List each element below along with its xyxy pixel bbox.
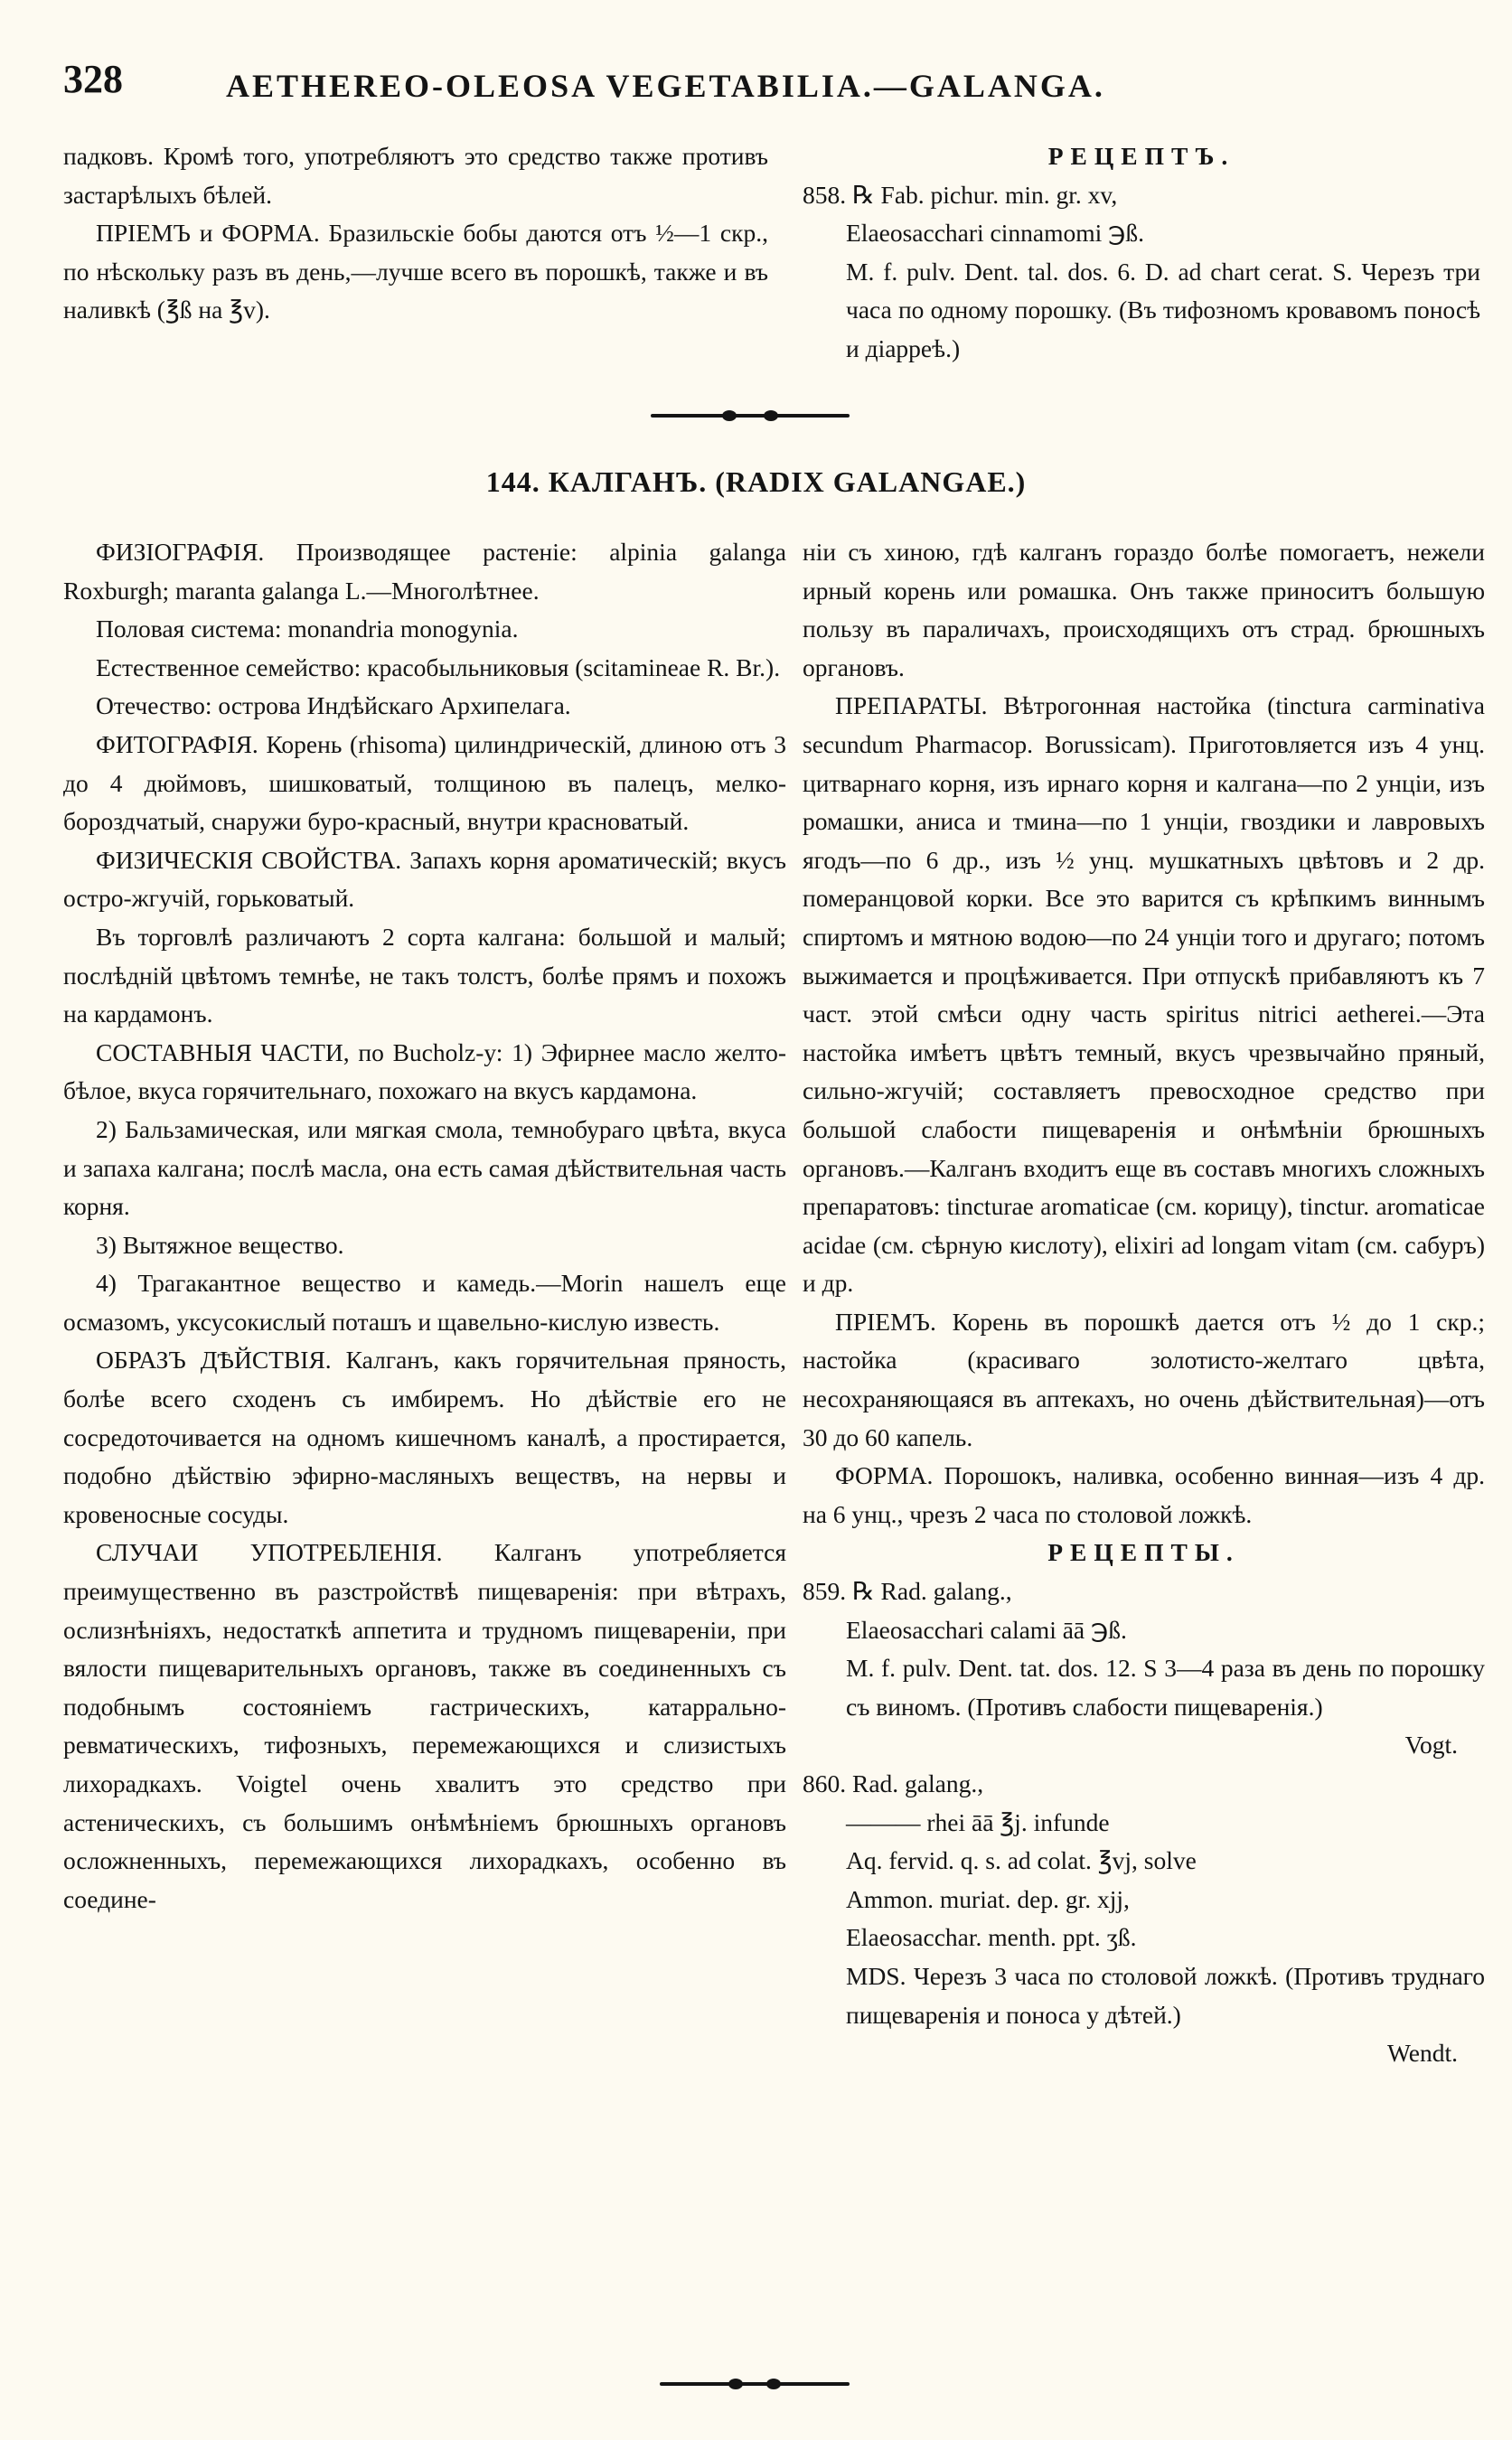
paragraph-physical-properties: ФИЗИЧЕСКІЯ СВОЙСТВА. Запахъ корня ароматическій; вкусъ остро-жгучій, горьковатый.	[63, 845, 786, 913]
recipe-line: 859. ℞ Rad. galang.,	[803, 1577, 1012, 1606]
recipe-line: M. f. pulv. Dent. tal. dos. 6. D. ad chart cerat. S. Черезъ три часа по одному порошку. (Въ тифозномъ кровавомъ поносѣ и діарреѣ.)	[846, 257, 1480, 362]
paragraph-sexual-system: Половая система: monandria monogynia.	[96, 615, 519, 643]
paragraph-components: СОСТАВНЫЯ ЧАСТИ, по Bucholz-у: 1) Эфирнее масло желто-бѣлое, вкуса горячительнаго, похожаго на вкусъ кардамона.	[63, 1037, 786, 1105]
recipes-heading: РЕЦЕПТЫ.	[1047, 1538, 1240, 1567]
recipes-block	[803, 1534, 1485, 2072]
paragraph-preparations: ПРЕПАРАТЫ. Вѣтрогонная настойка (tinctura carminativa secundum Pharmacop. Borussicam). Приготовляется изъ 4 унц. цитварнаго корня, изъ ирнаго корня и калгана—по 2 унціи, изъ ромашки, аниса и тмина—по 1 унціи, гвоздики и лавровыхъ ягодъ—по 6 др., изъ ½ унц. мушкатныхъ цвѣтовъ и 2 др. померанцовой корки. Все это варится съ крѣпкимъ виннымъ спиртомъ и мятною водою—по 24 унціи того и другаго; потомъ выжимается и процѣживается. При отпускѣ прибавляютъ къ 7 част. этой смѣси одну часть spiritus nitrici aetherei.—Эта настойка имѣетъ цвѣтъ темный, вкусъ чрезвычайно пряный, сильно-жгучій; составляетъ превосходное средство при большой слабости пищеваренія и онѣмѣніи брюшныхъ органовъ.—Калганъ входитъ еще въ составъ многихъ сложныхъ препаратовъ: tincturae aromaticae (см. корицу), tinctur. aromaticae acidae (см. сѣрную кислоту), elixiri ad longam vitam (см. сабуръ) и др.	[803, 691, 1485, 1298]
paragraph-form: ФОРМА. Порошокъ, наливка, особенно винная—изъ 4 др. на 6 унц., чрезъ 2 часа по столовой ложкѣ.	[803, 1461, 1485, 1528]
paragraph-component-4: 4) Трагакантное вещество и камедь.—Morin нашелъ еще осмазомъ, уксусокислый поташъ и щавельно-кислую известь.	[63, 1269, 786, 1336]
running-head: AETHEREO-OLEOSA VEGETABILIA.—GALANGA.	[226, 68, 1105, 104]
recipe-author: Vogt.	[1404, 1731, 1458, 1760]
paragraph: ПРІЕМЪ и ФОРМА. Бразильскіе бобы даются отъ ½—1 скр., по нѣскольку разъ въ день,—лучше всего въ порошкѣ, также и въ наливкѣ (℥ß на ℥v).	[63, 219, 768, 324]
recipe-line: Elaeosacchari cinnamomi ℈ß.	[846, 219, 1144, 248]
paragraph-natural-family: Естественное семейство: красобыльниковыя (scitamineae R. Br.).	[96, 652, 781, 681]
page-header	[63, 56, 1458, 110]
recipe-858	[803, 137, 1480, 369]
recipe-line: Aq. fervid. q. s. ad colat. ℥vj, solve	[846, 1846, 1197, 1875]
paragraph-trade-sorts: Въ торговлѣ различаютъ 2 сорта калгана: большой и малый; послѣдній цвѣтомъ темнѣе, не такъ толстъ, болѣе прямъ и похожъ на кардамонъ.	[63, 922, 786, 1028]
recipe-heading: РЕЦЕПТЪ.	[1047, 142, 1235, 170]
page-number: 328	[63, 57, 123, 101]
top-left-column	[63, 137, 768, 330]
section-title: 144. КАЛГАНЪ. (RADIX GALANGAE.)	[485, 465, 1027, 498]
paragraph-component-3: 3) Вытяжное вещество.	[96, 1230, 344, 1259]
recipe-line: ——— rhei āā ℥j. infunde	[846, 1807, 1110, 1836]
paragraph-mode-of-action: ОБРАЗЪ ДѢЙСТВІЯ. Калганъ, какъ горячительная пряность, болѣе всего сходенъ съ имбиремъ. Но дѣйствіе его не сосредоточивается на одномъ кишечномъ каналѣ, а простирается, подобно дѣйствію эфирно-масляныхъ веществъ, на нервы и кровеносные сосуды.	[63, 1346, 786, 1528]
recipe-line: Elaeosacchari calami āā ℈ß.	[846, 1615, 1127, 1644]
paragraph-phytography: ФИТОГРАФІЯ. Корень (rhisoma) цилиндрическій, длиною отъ 3 до 4 дюймовъ, шишковатый, толщиною въ палецъ, мелко-бороздчатый, снаружи буро-красный, внутри красноватый.	[63, 729, 786, 836]
right-column	[803, 533, 1485, 2073]
recipe-line: Ammon. muriat. dep. gr. xjj,	[846, 1884, 1130, 1913]
paragraph-component-2: 2) Бальзамическая, или мягкая смола, темнобураго цвѣта, вкуса и запаха калгана; послѣ масла, она есть самая дѣйствительная часть корня.	[63, 1114, 786, 1221]
paragraph-homeland: Отечество: острова Индѣйскаго Архипелага.	[96, 691, 571, 720]
paragraph-continuation: ніи съ хиною, гдѣ калганъ гораздо болѣе помогаетъ, нежели ирный корень или ромашка. Онъ также приноситъ большую пользу въ параличахъ, происходящихъ отъ страд. брюшныхъ органовъ.	[803, 538, 1485, 681]
ornamental-divider	[651, 414, 850, 418]
paragraph-indications: СЛУЧАИ УПОТРЕБЛЕНІЯ. Калганъ употребляется преимущественно въ разстройствѣ пищеваренія: при вѣтрахъ, ослизнѣніяхъ, недостаткѣ аппетита и трудномъ пищевареніи, при вялости пищеварительныхъ органовъ, также въ соединенныхъ съ подобнымъ состояніемъ гастрическихъ, катаррально-ревматическихъ, тифозныхъ, перемежающихся и слизистыхъ лихорадкахъ. Voigtel очень хвалитъ это средство при астеническихъ, съ большимъ онѣмѣніемъ брюшныхъ органовъ осложненныхъ, перемежающихся лихорадкахъ, особенно въ соедине-	[63, 1538, 786, 1913]
ornamental-divider	[660, 2382, 850, 2386]
recipe-line: 860. Rad. galang.,	[803, 1769, 984, 1797]
recipe-line: MDS. Черезъ 3 часа по столовой ложкѣ. (Противъ труднаго пищеваренія и поноса у дѣтей.)	[846, 1961, 1485, 2029]
paragraph-dose: ПРІЕМЪ. Корень въ порошкѣ дается отъ ½ до 1 скр.; настойка (красиваго золотисто-желтаго цвѣта, несохраняющаяся въ аптекахъ, но очень дѣйствительная)—отъ 30 до 60 капель.	[803, 1307, 1485, 1451]
recipe-line: M. f. pulv. Dent. tat. dos. 12. S 3—4 раза въ день по порошку съ виномъ. (Противъ слабости пищеваренія.)	[846, 1654, 1485, 1721]
recipe-author: Wendt.	[1387, 2039, 1458, 2068]
left-column	[63, 533, 786, 1919]
paragraph: падковъ. Кромѣ того, употребляютъ это средство также противъ застарѣлыхъ бѣлей.	[63, 142, 768, 209]
recipe-line: 858. ℞ Fab. pichur. min. gr. xv,	[803, 180, 1118, 209]
paragraph-physiography: ФИЗІОГРАФІЯ. Производящее растеніе: alpinia galanga Roxburgh; maranta galanga L.—Многолѣтнее.	[63, 538, 786, 605]
recipe-line: Elaeosacchar. menth. ppt. ʒß.	[846, 1923, 1137, 1952]
